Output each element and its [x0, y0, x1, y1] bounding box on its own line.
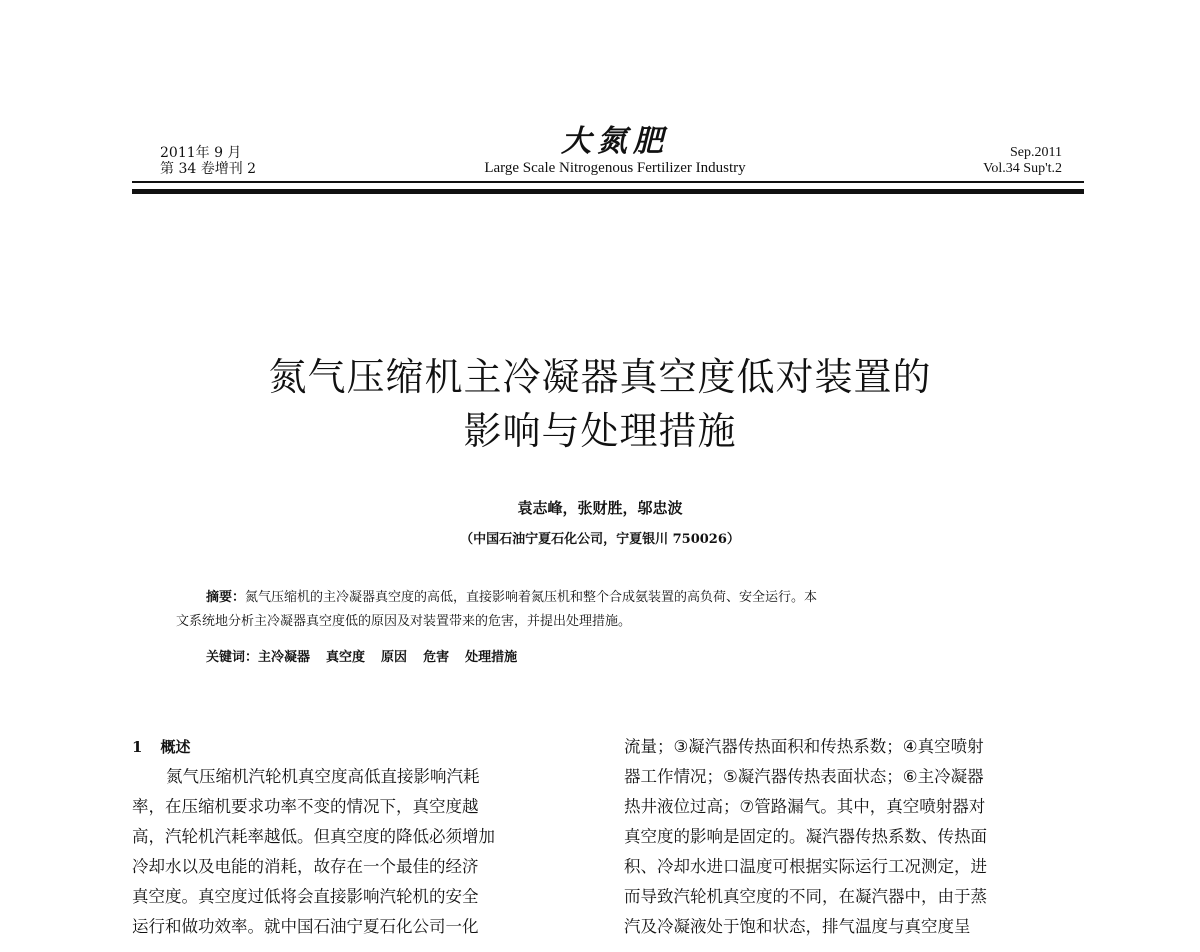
body-line: 器工作情况；⑤凝汽器传热表面状态；⑥主冷凝器	[624, 767, 984, 786]
keyword: 主冷凝器	[258, 650, 311, 665]
header-rule-thin	[132, 181, 1084, 183]
keyword: 处理措施	[465, 650, 518, 665]
issue-date-en: Sep.2011	[1010, 145, 1062, 160]
body-line: 运行和做功效率。就中国石油宁夏石化公司一化	[132, 917, 479, 936]
body-line: 率，在压缩机要求功率不变的情况下，真空度越	[132, 797, 479, 816]
author-list: 袁志峰，张财胜，邬忠波	[517, 499, 683, 517]
affiliation: （中国石油宁夏石化公司，宁夏银川 750026）	[460, 532, 740, 547]
body-line: 真空度的影响是固定的。凝汽器传热系数、传热面	[624, 827, 987, 846]
title-line-1: 氮气压缩机主冷凝器真空度低对装置的	[268, 355, 932, 399]
header-rule-thick	[132, 189, 1084, 194]
title-line-2: 影响与处理措施	[463, 409, 737, 453]
section-title: 概述	[160, 738, 191, 756]
abstract-line-2: 文系统地分析主冷凝器真空度低的原因及对装置带来的危害，并提出处理措施。	[176, 614, 632, 629]
body-line: 而导致汽轮机真空度的不同，在凝汽器中，由于蒸	[624, 887, 987, 906]
body-line: 高，汽轮机汽耗率越低。但真空度的降低必须增加	[132, 827, 495, 846]
issue-date-cn: 2011年 9 月	[160, 145, 242, 161]
body-line: 氮气压缩机汽轮机真空度高低直接影响汽耗	[166, 767, 480, 786]
article-title	[150, 350, 1050, 458]
keyword: 原因	[381, 650, 408, 665]
issue-volume-cn: 第 34 卷增刊 2	[160, 161, 257, 177]
abstract-line-1	[176, 586, 1046, 610]
journal-name-en: Large Scale Nitrogenous Fertilizer Industry	[484, 160, 746, 176]
body-line: 汽及冷凝液处于饱和状态，排气温度与真空度呈	[624, 917, 971, 936]
body-line: 积、冷却水进口温度可根据实际运行工况测定，进	[624, 857, 987, 876]
section-number: 1	[132, 738, 143, 756]
abstract-label: 摘要：	[206, 590, 246, 605]
keywords-label: 关键词：	[206, 650, 259, 665]
header-left	[160, 145, 256, 177]
body-column-left	[132, 732, 587, 942]
keyword: 真空度	[326, 650, 366, 665]
header-right	[983, 145, 1062, 177]
journal-logo: 大氮肥	[561, 124, 669, 159]
body-line: 冷却水以及电能的消耗，故存在一个最佳的经济	[132, 857, 479, 876]
section-heading	[132, 732, 587, 762]
abstract	[176, 586, 1046, 634]
body-column-right	[624, 732, 1086, 942]
issue-volume-en: Vol.34 Sup't.2	[983, 161, 1062, 176]
abstract-text-1: 氮气压缩机的主冷凝器真空度的高低，直接影响着氮压机和整个合成氨装置的高负荷、安全运行。本	[245, 590, 818, 605]
body-line: 热井液位过高；⑦管路漏气。其中，真空喷射器对	[624, 797, 986, 816]
body-line: 真空度。真空度过低将会直接影响汽轮机的安全	[132, 887, 479, 906]
keyword: 危害	[423, 650, 450, 665]
keywords	[206, 646, 533, 670]
header-center	[400, 125, 830, 177]
body-line: 流量；③凝汽器传热面积和传热系数；④真空喷射	[624, 737, 984, 756]
